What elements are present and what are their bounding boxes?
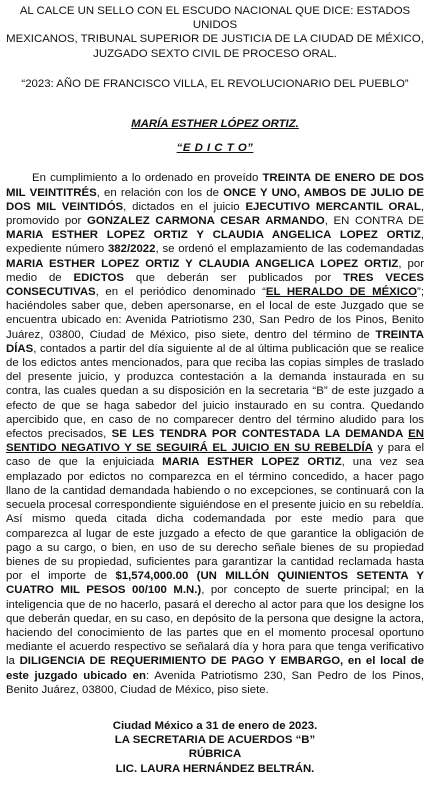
body-run: EN SENTIDO NEGATIVO Y SE SEGUIRÁ EL JUICIO EN SU REBELDÍA [6,428,424,455]
body-run: ”; haciéndoles saber que, deben apersonarse, en el local de este Juzgado que se encuentra ubicado en: Avenida Patriotismo 230, San Pedro de los Pinos, Benito Juárez, 03800, Ciudad de México, piso siete, dentro del término de [6,286,424,341]
body-run: TREINTA DÍAS [6,328,424,355]
body-run: $1,574,000.00 (UN MILLÓN QUINIENTOS SETENTA Y CUATRO MIL PESOS 00/100 M.N.) [6,570,424,597]
closing-date: Ciudad México a 31 de enero de 2023. [112,719,318,732]
signature-block [6,719,424,776]
body-run: , expediente número [6,229,424,256]
body-run: ONCE Y UNO, AMBOS DE JULIO DE DOS MIL VEINTIDÓS [6,186,424,213]
body-run: , en el periódico denominado “ [95,286,266,299]
body-run: DILIGENCIA DE REQUERIMIENTO DE PAGO Y EMBARGO, en el local de este juzgado ubicado en [6,655,425,682]
addressee-name: MARÍA ESTHER LÓPEZ ORTIZ. [131,118,299,131]
document-title: “E D I C T O” [176,142,254,155]
body-run: MARIA ESTHER LOPEZ ORTIZ Y CLAUDIA ANGELICA LOPEZ ORTIZ [6,229,421,242]
body-run: EL HERALDO DE MÉXICO [265,286,418,299]
body-run: y para el caso de que la enjuiciada [6,442,424,469]
body-run: , dictados en el juicio [123,200,246,213]
year-motto: “2023: AÑO DE FRANCISCO VILLA, EL REVOLUCIONARIO DEL PUEBLO” [21,77,409,90]
body-run: que deberán ser publicados por [123,271,344,284]
body-run: , se ordenó el emplazamiento de las codemandadas [155,243,424,256]
signer-role: LA SECRETARIA DE ACUERDOS “B” [114,734,316,747]
body-run: , en relación con los de [96,186,224,199]
body-run: : Avenida Patriotismo 230, San Pedro de los Pinos, Benito Juárez, 03800, Ciudad de México, piso siete. [6,669,424,696]
body-run: En cumplimiento a lo ordenado en proveído [32,172,263,185]
body-run: , por concepto de suerte principal; en la inteligencia que de no hacerlo, pasará el derecho al actor para que los designe los que deberán quedar, en su caso, en depósito de la persona que designe la actora, haciendo del conocimiento de las partes que en el momento procesal oportuno mediante el acuerdo respectivo se señalará día y hora para que tenga verificativo la [6,584,424,668]
edict-body [6,171,424,697]
court-header [6,4,424,61]
signer-name: LIC. LAURA HERNÁNDEZ BELTRÁN. [115,762,315,775]
body-run: MARIA ESTHER LOPEZ ORTIZ [162,456,342,469]
body-run: , por medio de [6,257,424,284]
body-run: , una vez sea emplazado por edictos no comparezca en el término concedido, a hacer pago llano de la cantidad demandada habiendo o no excepciones, se continuará con la secuela procesal correspondiente siguiéndose en el presente juicio en su rebeldía. Así mismo queda citada dicha codemandada por este medio para que comparezca al lugar de este juzgado a efecto de que garantice la obligación de pago a su cargo, o bien, en uso de su derecho señale bienes de su propiedad bienes de su propiedad, suficientes para garantizar la cantidad reclamada hasta por el importe de [6,456,424,583]
body-run: TRES VECES CONSECUTIVAS [6,271,424,299]
header-line: JUZGADO SEXTO CIVIL DE PROCESO ORAL. [93,47,337,60]
body-run: , contados a partir del día siguiente al de al última publicación que se realice de los edictos antes mencionados, para que reciba las copias simples de traslado del presente juicio, y produzca contestación a la demanda instaurada en su contra, las cuales quedan a su disposición en la secretaria “B” de este juzgado a efecto de que se haga sabedor del juicio instaurado en su contra. Quedando apercibido que, en caso de no comparecer dentro del término aludido para los efectos precisados, [6,342,424,441]
body-run: EDICTOS [73,271,124,284]
body-run: TREINTA DE ENERO DE DOS MIL VEINTITRÉS [6,172,424,199]
body-run: , EN CONTRA DE [324,215,424,228]
body-run: GONZALEZ CARMONA CESAR ARMANDO [87,215,325,228]
body-run: SE LES TENDRA POR CONTESTADA LA DEMANDA [111,428,409,441]
body-run: MARIA ESTHER LOPEZ ORTIZ Y CLAUDIA ANGELICA LOPEZ ORTIZ [6,257,399,270]
body-run: EJECUTIVO MERCANTIL ORAL [245,200,421,213]
body-run: , promovido por [6,200,424,228]
signature-mark: RÚBRICA [188,748,242,761]
body-run: 382/2022 [107,243,156,256]
header-line: AL CALCE UN SELLO CON EL ESCUDO NACIONAL QUE DICE: ESTADOS UNIDOS [19,5,411,32]
header-line: MEXICANOS, TRIBUNAL SUPERIOR DE JUSTICIA DE LA CIUDAD DE MÉXICO, [6,33,424,46]
